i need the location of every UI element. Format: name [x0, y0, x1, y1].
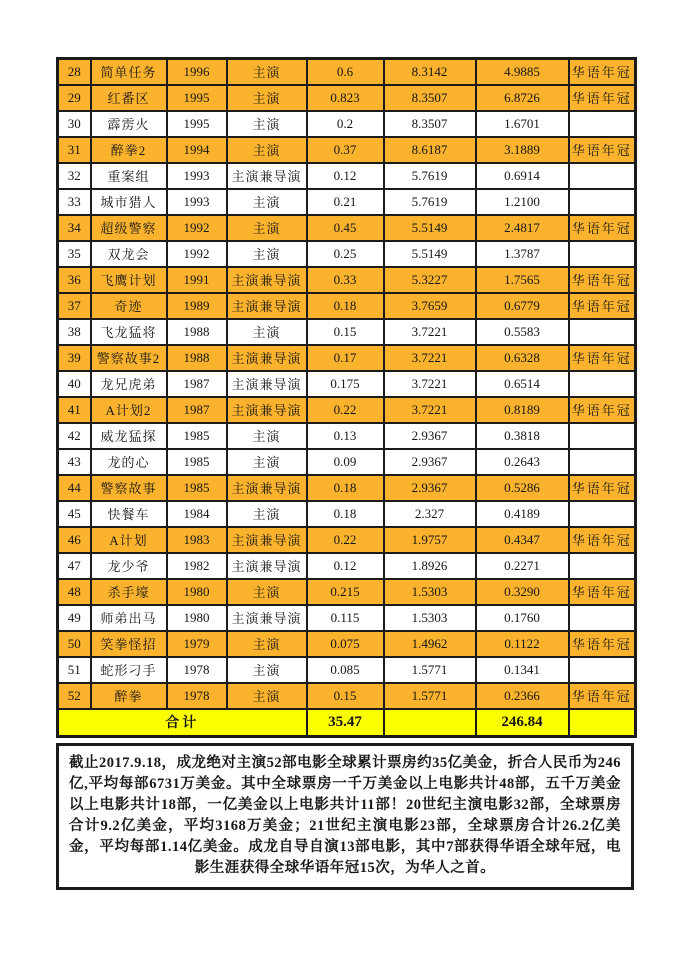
total-label: 合计 — [58, 709, 307, 737]
cell-exchange-rate: 1.5771 — [384, 683, 476, 709]
cell-box-office-rmb: 0.2271 — [476, 553, 569, 579]
cell-role: 主演 — [227, 241, 307, 267]
cell-box-office-usd: 0.21 — [307, 189, 384, 215]
cell-index: 43 — [58, 449, 91, 475]
cell-index: 48 — [58, 579, 91, 605]
cell-index: 46 — [58, 527, 91, 553]
cell-box-office-usd: 0.075 — [307, 631, 384, 657]
cell-box-office-usd: 0.18 — [307, 501, 384, 527]
cell-champion-badge: 华语年冠 — [569, 267, 636, 293]
cell-box-office-usd: 0.13 — [307, 423, 384, 449]
cell-year: 1978 — [167, 683, 227, 709]
cell-role: 主演兼导演 — [227, 267, 307, 293]
cell-box-office-rmb: 0.6779 — [476, 293, 569, 319]
cell-exchange-rate: 2.9367 — [384, 449, 476, 475]
cell-index: 52 — [58, 683, 91, 709]
cell-box-office-usd: 0.12 — [307, 553, 384, 579]
cell-film-title: 醉拳 — [91, 683, 167, 709]
cell-index: 32 — [58, 163, 91, 189]
cell-box-office-usd: 0.18 — [307, 475, 384, 501]
cell-exchange-rate: 3.7221 — [384, 319, 476, 345]
cell-year: 1985 — [167, 449, 227, 475]
cell-film-title: 双龙会 — [91, 241, 167, 267]
cell-box-office-usd: 0.37 — [307, 137, 384, 163]
cell-year: 1982 — [167, 553, 227, 579]
cell-box-office-usd: 0.12 — [307, 163, 384, 189]
cell-year: 1979 — [167, 631, 227, 657]
cell-champion-badge: 华语年冠 — [569, 631, 636, 657]
cell-index: 28 — [58, 59, 91, 85]
cell-exchange-rate: 1.5303 — [384, 605, 476, 631]
cell-champion-badge: 华语年冠 — [569, 579, 636, 605]
cell-box-office-rmb: 0.2643 — [476, 449, 569, 475]
cell-box-office-rmb: 0.8189 — [476, 397, 569, 423]
cell-box-office-usd: 0.115 — [307, 605, 384, 631]
cell-role: 主演 — [227, 111, 307, 137]
cell-role: 主演 — [227, 631, 307, 657]
cell-champion-badge — [569, 553, 636, 579]
cell-year: 1983 — [167, 527, 227, 553]
cell-film-title: 红番区 — [91, 85, 167, 111]
table-row — [58, 163, 636, 189]
cell-year: 1992 — [167, 241, 227, 267]
table-row — [58, 111, 636, 137]
cell-film-title: 龙少爷 — [91, 553, 167, 579]
cell-year: 1992 — [167, 215, 227, 241]
cell-film-title: 快餐车 — [91, 501, 167, 527]
total-note-blank — [569, 709, 636, 737]
cell-champion-badge: 华语年冠 — [569, 85, 636, 111]
cell-champion-badge — [569, 605, 636, 631]
cell-role: 主演兼导演 — [227, 553, 307, 579]
cell-role: 主演 — [227, 579, 307, 605]
cell-exchange-rate: 1.5771 — [384, 657, 476, 683]
cell-index: 35 — [58, 241, 91, 267]
cell-role: 主演 — [227, 683, 307, 709]
cell-box-office-rmb: 1.6701 — [476, 111, 569, 137]
total-box-office-rmb: 246.84 — [476, 709, 569, 737]
table-row — [58, 657, 636, 683]
cell-index: 37 — [58, 293, 91, 319]
table-row — [58, 137, 636, 163]
table-row — [58, 553, 636, 579]
cell-exchange-rate: 1.8926 — [384, 553, 476, 579]
cell-champion-badge — [569, 189, 636, 215]
table-row — [58, 423, 636, 449]
cell-exchange-rate: 5.3227 — [384, 267, 476, 293]
cell-box-office-rmb: 4.9885 — [476, 59, 569, 85]
movie-table-body — [58, 59, 636, 709]
table-row — [58, 449, 636, 475]
cell-exchange-rate: 5.5149 — [384, 215, 476, 241]
cell-champion-badge — [569, 371, 636, 397]
cell-box-office-usd: 0.22 — [307, 527, 384, 553]
cell-exchange-rate: 3.7221 — [384, 345, 476, 371]
cell-exchange-rate: 1.4962 — [384, 631, 476, 657]
cell-film-title: 杀手壕 — [91, 579, 167, 605]
cell-box-office-usd: 0.823 — [307, 85, 384, 111]
cell-box-office-usd: 0.15 — [307, 683, 384, 709]
summary-text: 截止2017.9.18，成龙绝对主演52部电影全球累计票房约35亿美金，折合人民币为246亿,平均每部6731万美金。其中全球票房一千万美金以上电影共计48部，五千万美金以上电影共计18部，一亿美金以上电影共计11部！20世纪主演电影32部，全球票房合计9.2亿美金，平均3168万美金；21世纪主演电影23部，全球票房合计26.2亿美金，平均每部1.14亿美金。成龙自导自演13部电影，其中7部获得华语全球年冠，电影生涯获得全球华语年冠15次，为华人之首。 — [69, 755, 621, 877]
cell-year: 1978 — [167, 657, 227, 683]
cell-box-office-usd: 0.18 — [307, 293, 384, 319]
cell-role: 主演兼导演 — [227, 371, 307, 397]
cell-index: 31 — [58, 137, 91, 163]
cell-exchange-rate: 5.7619 — [384, 189, 476, 215]
cell-box-office-usd: 0.175 — [307, 371, 384, 397]
cell-exchange-rate: 1.5303 — [384, 579, 476, 605]
cell-box-office-rmb: 0.6914 — [476, 163, 569, 189]
table-row — [58, 501, 636, 527]
cell-champion-badge — [569, 163, 636, 189]
total-row — [58, 709, 636, 737]
cell-box-office-rmb: 0.5583 — [476, 319, 569, 345]
cell-index: 30 — [58, 111, 91, 137]
cell-year: 1989 — [167, 293, 227, 319]
cell-box-office-rmb: 0.5286 — [476, 475, 569, 501]
table-row — [58, 85, 636, 111]
cell-year: 1995 — [167, 85, 227, 111]
cell-exchange-rate: 2.9367 — [384, 475, 476, 501]
cell-box-office-usd: 0.215 — [307, 579, 384, 605]
cell-film-title: 警察故事 — [91, 475, 167, 501]
cell-box-office-rmb: 0.3290 — [476, 579, 569, 605]
cell-champion-badge — [569, 449, 636, 475]
cell-film-title: 霹雳火 — [91, 111, 167, 137]
cell-champion-badge: 华语年冠 — [569, 345, 636, 371]
cell-box-office-rmb: 0.1122 — [476, 631, 569, 657]
table-row — [58, 631, 636, 657]
cell-exchange-rate: 3.7221 — [384, 371, 476, 397]
table-row — [58, 579, 636, 605]
cell-exchange-rate: 8.3142 — [384, 59, 476, 85]
total-box-office-usd: 35.47 — [307, 709, 384, 737]
summary-note-box — [56, 743, 634, 890]
cell-index: 39 — [58, 345, 91, 371]
cell-champion-badge: 华语年冠 — [569, 683, 636, 709]
cell-film-title: 蛇形刁手 — [91, 657, 167, 683]
table-row — [58, 683, 636, 709]
cell-champion-badge — [569, 241, 636, 267]
cell-box-office-rmb: 1.7565 — [476, 267, 569, 293]
cell-champion-badge: 华语年冠 — [569, 215, 636, 241]
cell-index: 44 — [58, 475, 91, 501]
cell-year: 1980 — [167, 579, 227, 605]
cell-film-title: 飞鹰计划 — [91, 267, 167, 293]
cell-film-title: A计划 — [91, 527, 167, 553]
cell-year: 1993 — [167, 163, 227, 189]
cell-exchange-rate: 8.6187 — [384, 137, 476, 163]
cell-role: 主演兼导演 — [227, 475, 307, 501]
table-row — [58, 215, 636, 241]
cell-exchange-rate: 2.327 — [384, 501, 476, 527]
cell-index: 34 — [58, 215, 91, 241]
cell-role: 主演 — [227, 137, 307, 163]
table-row — [58, 527, 636, 553]
cell-box-office-rmb: 2.4817 — [476, 215, 569, 241]
cell-film-title: 重案组 — [91, 163, 167, 189]
cell-index: 45 — [58, 501, 91, 527]
cell-role: 主演兼导演 — [227, 293, 307, 319]
cell-year: 1987 — [167, 397, 227, 423]
cell-film-title: 师弟出马 — [91, 605, 167, 631]
cell-year: 1988 — [167, 319, 227, 345]
cell-year: 1985 — [167, 423, 227, 449]
cell-box-office-rmb: 0.2366 — [476, 683, 569, 709]
table-row — [58, 293, 636, 319]
cell-champion-badge: 华语年冠 — [569, 527, 636, 553]
cell-exchange-rate: 3.7221 — [384, 397, 476, 423]
cell-champion-badge: 华语年冠 — [569, 397, 636, 423]
cell-champion-badge: 华语年冠 — [569, 137, 636, 163]
cell-champion-badge — [569, 501, 636, 527]
total-exchange-rate-blank — [384, 709, 476, 737]
cell-role: 主演兼导演 — [227, 345, 307, 371]
table-row — [58, 371, 636, 397]
cell-champion-badge — [569, 423, 636, 449]
cell-exchange-rate: 8.3507 — [384, 111, 476, 137]
cell-champion-badge — [569, 657, 636, 683]
cell-champion-badge — [569, 319, 636, 345]
cell-index: 33 — [58, 189, 91, 215]
page-content — [56, 57, 634, 890]
cell-box-office-usd: 0.15 — [307, 319, 384, 345]
cell-box-office-rmb: 1.3787 — [476, 241, 569, 267]
cell-role: 主演 — [227, 189, 307, 215]
cell-index: 29 — [58, 85, 91, 111]
cell-year: 1991 — [167, 267, 227, 293]
cell-year: 1985 — [167, 475, 227, 501]
cell-exchange-rate: 3.7659 — [384, 293, 476, 319]
cell-exchange-rate: 5.7619 — [384, 163, 476, 189]
table-row — [58, 605, 636, 631]
cell-box-office-rmb: 0.4189 — [476, 501, 569, 527]
cell-role: 主演兼导演 — [227, 163, 307, 189]
cell-index: 50 — [58, 631, 91, 657]
movie-table-foot — [58, 709, 636, 737]
cell-year: 1987 — [167, 371, 227, 397]
cell-index: 41 — [58, 397, 91, 423]
cell-box-office-rmb: 0.6514 — [476, 371, 569, 397]
cell-exchange-rate: 5.5149 — [384, 241, 476, 267]
table-row — [58, 475, 636, 501]
cell-box-office-usd: 0.17 — [307, 345, 384, 371]
movie-box-office-table — [56, 57, 637, 738]
cell-film-title: 奇迹 — [91, 293, 167, 319]
cell-box-office-usd: 0.45 — [307, 215, 384, 241]
cell-box-office-usd: 0.33 — [307, 267, 384, 293]
cell-index: 36 — [58, 267, 91, 293]
cell-year: 1996 — [167, 59, 227, 85]
cell-box-office-usd: 0.09 — [307, 449, 384, 475]
cell-year: 1988 — [167, 345, 227, 371]
cell-film-title: 警察故事2 — [91, 345, 167, 371]
cell-role: 主演 — [227, 501, 307, 527]
cell-role: 主演兼导演 — [227, 397, 307, 423]
cell-champion-badge — [569, 111, 636, 137]
cell-index: 51 — [58, 657, 91, 683]
cell-year: 1993 — [167, 189, 227, 215]
cell-role: 主演 — [227, 59, 307, 85]
cell-film-title: 城市猎人 — [91, 189, 167, 215]
cell-role: 主演 — [227, 449, 307, 475]
cell-box-office-rmb: 0.3818 — [476, 423, 569, 449]
cell-role: 主演兼导演 — [227, 527, 307, 553]
cell-film-title: A计划2 — [91, 397, 167, 423]
cell-film-title: 笑拳怪招 — [91, 631, 167, 657]
table-row — [58, 59, 636, 85]
cell-year: 1984 — [167, 501, 227, 527]
cell-index: 49 — [58, 605, 91, 631]
cell-box-office-rmb: 0.1760 — [476, 605, 569, 631]
cell-box-office-rmb: 3.1889 — [476, 137, 569, 163]
cell-role: 主演 — [227, 657, 307, 683]
cell-exchange-rate: 1.9757 — [384, 527, 476, 553]
cell-box-office-rmb: 0.1341 — [476, 657, 569, 683]
table-row — [58, 345, 636, 371]
cell-box-office-usd: 0.25 — [307, 241, 384, 267]
table-row — [58, 397, 636, 423]
cell-index: 42 — [58, 423, 91, 449]
cell-box-office-usd: 0.6 — [307, 59, 384, 85]
cell-champion-badge: 华语年冠 — [569, 59, 636, 85]
cell-box-office-rmb: 1.2100 — [476, 189, 569, 215]
table-row — [58, 241, 636, 267]
cell-index: 40 — [58, 371, 91, 397]
cell-box-office-usd: 0.22 — [307, 397, 384, 423]
cell-champion-badge: 华语年冠 — [569, 475, 636, 501]
cell-role: 主演 — [227, 85, 307, 111]
cell-film-title: 龙的心 — [91, 449, 167, 475]
cell-exchange-rate: 2.9367 — [384, 423, 476, 449]
cell-role: 主演兼导演 — [227, 605, 307, 631]
cell-index: 38 — [58, 319, 91, 345]
cell-role: 主演 — [227, 319, 307, 345]
cell-index: 47 — [58, 553, 91, 579]
cell-film-title: 威龙猛探 — [91, 423, 167, 449]
cell-exchange-rate: 8.3507 — [384, 85, 476, 111]
cell-year: 1995 — [167, 111, 227, 137]
cell-film-title: 飞龙猛将 — [91, 319, 167, 345]
cell-film-title: 超级警察 — [91, 215, 167, 241]
cell-box-office-rmb: 0.4347 — [476, 527, 569, 553]
cell-year: 1980 — [167, 605, 227, 631]
cell-box-office-usd: 0.2 — [307, 111, 384, 137]
cell-role: 主演 — [227, 423, 307, 449]
cell-box-office-usd: 0.085 — [307, 657, 384, 683]
cell-box-office-rmb: 6.8726 — [476, 85, 569, 111]
table-row — [58, 189, 636, 215]
cell-role: 主演 — [227, 215, 307, 241]
table-row — [58, 267, 636, 293]
cell-champion-badge: 华语年冠 — [569, 293, 636, 319]
cell-year: 1994 — [167, 137, 227, 163]
cell-film-title: 简单任务 — [91, 59, 167, 85]
table-row — [58, 319, 636, 345]
cell-film-title: 醉拳2 — [91, 137, 167, 163]
cell-film-title: 龙兄虎弟 — [91, 371, 167, 397]
cell-box-office-rmb: 0.6328 — [476, 345, 569, 371]
